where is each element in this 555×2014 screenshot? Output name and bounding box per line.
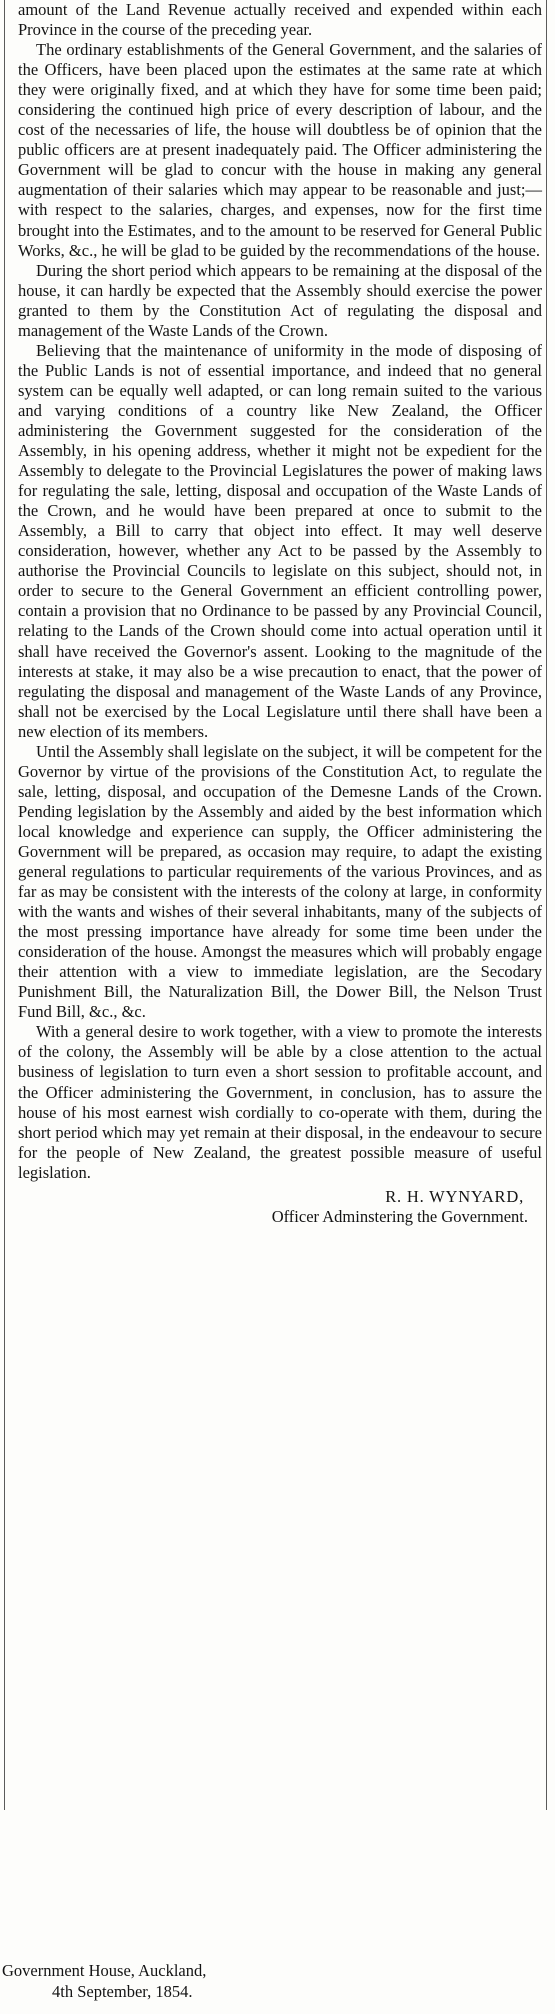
signature-name: R. H. WYNYARD, bbox=[385, 1186, 524, 1206]
paragraph-general-desire: With a general desire to work together, with a view to promote the interests of the colony, the Assembly will be able by a close attention to the actual business of legislation to turn even a short session to profitable account, and the Officer administering the Government, in conclusion, has to assure the house of his most earnest wish cordially to co-operate with them, during the short period which may yet remain at their disposal, in the endeavour to secure for the people of New Zealand, the greatest possible measure of useful legislation. bbox=[18, 1022, 542, 1182]
signature-title: Officer Adminstering the Government. bbox=[271, 1207, 528, 1227]
dateline-place: Government House, Auckland, bbox=[2, 1961, 207, 1980]
dateline bbox=[2, 1961, 402, 2002]
paragraph-short-period: During the short period which appears to be remaining at the disposal of the house, it can hardly be expected that the Assembly should exercise the power granted to them by the Constitution Act of regulating the disposal and management of the Waste Lands of the Crown. bbox=[18, 260, 542, 340]
paragraph-until-assembly-legislates: Until the Assembly shall legislate on the subject, it will be competent for the Governor by virtue of the provisions of the Constitution Act, to regulate the sale, letting, disposal, and occupation of the Demesne Lands of the Crown. Pending legislation by the Assembly and aided by the best information which local knowledge and experience can supply, the Officer administering the Government will be prepared, as occasion may require, to adapt the existing general regulations to particular requirements of the various Provinces, and as far as may be consistent with the interests of the colony at large, in conformity with the wants and wishes of their several inhabitants, many of the subjects of the most pressing importance have already for some time been under the consideration of the house. Amongst the measures which will probably engage their attention with a view to immediate legislation, are the Secodary Punishment Bill, the Naturalization Bill, the Dower Bill, the Nelson Trust Fund Bill, &c., &c. bbox=[18, 741, 542, 1022]
dateline-date: 4th September, 1854. bbox=[52, 1981, 193, 2001]
paragraph-public-lands: Believing that the maintenance of uniformity in the mode of disposing of the Public Lands is not of essential importance, and indeed that no general system can be equally well adapted, or can long remain suited to the various and varying conditions of a country like New Zealand, the Officer administering the Government suggested for the consideration of the Assembly, in his opening address, whether it might not be expedient for the Assembly to delegate to the Provincial Legislatures the power of making laws for regulating the sale, letting, disposal and occupation of the Waste Lands of the Crown, and he would have been prepared at once to submit to the Assembly, a Bill to carry that object into effect. It may well deserve consideration, however, whether any Act to be passed by the Assembly to authorise the Provincial Councils to legislate on this subject, should not, in order to secure to the General Government an efficient controlling power, contain a provision that no Ordinance to be passed by any Provincial Council, relating to the Lands of the Crown should come into actual operation until it shall have received the Governor's assent. Looking to the magnitude of the interests at stake, it may also be a wise precaution to enact, that the power of regulating the disposal and management of the Waste Lands of any Province, shall not be exercised by the Local Legislature until there shall have been a new election of its members. bbox=[18, 340, 542, 741]
column-rule-left bbox=[4, 0, 5, 1810]
paragraph-land-revenue-continuation: amount of the Land Revenue actually received and expended within each Province in the course of the preceding year. bbox=[18, 0, 542, 40]
column-rule-right bbox=[546, 0, 547, 1810]
text-column bbox=[18, 0, 542, 1228]
paragraph-establishments-salaries: The ordinary establishments of the General Government, and the salaries of the Officers, have been placed upon the estimates at the same rate at which they were originally fixed, and at which they have for some time been paid; considering the continued high price of every description of labour, and the cost of the necessaries of life, the house will doubtless be of opinion that the public officers are at present inadequately paid. The Officer administering the Government will be glad to concur with the house in making any general augmentation of their salaries which may appear to be reasonable and just;—with respect to the salaries, charges, and expenses, now for the first time brought into the Estimates, and to the amount to be reserved for General Public Works, &c., he will be glad to be guided by the recommendations of the house. bbox=[18, 40, 542, 260]
